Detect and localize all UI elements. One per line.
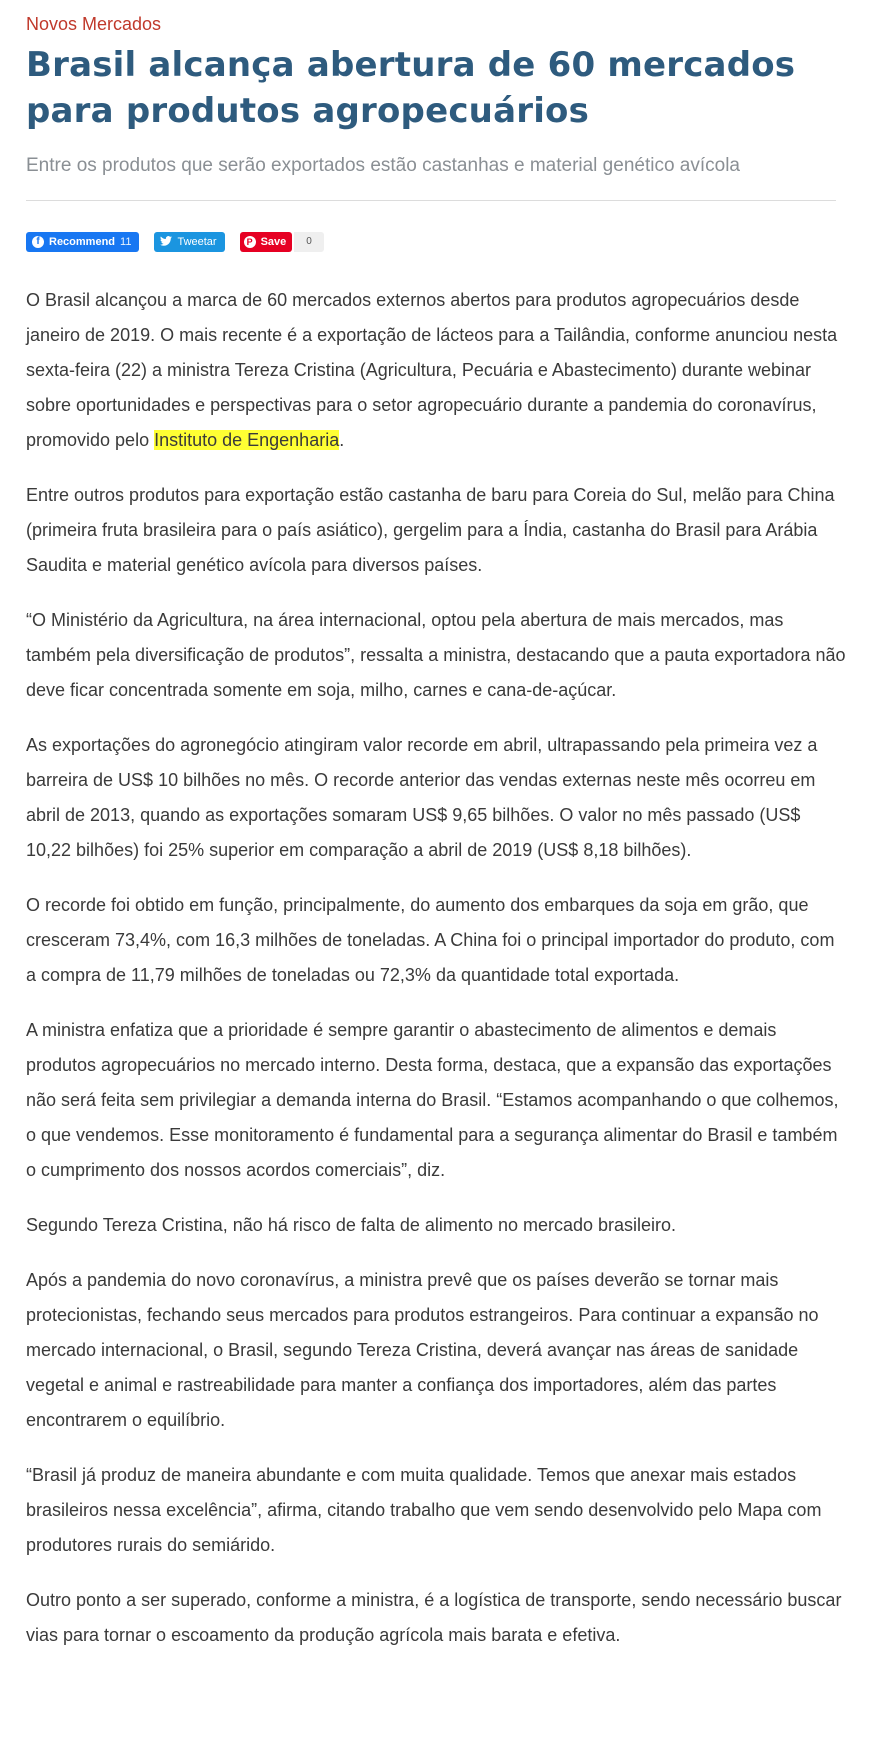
paragraph-2: Entre outros produtos para exportação estão castanha de baru para Coreia do Sul, melão para China (primeira fruta brasileira para o país asiático), gergelim para a Índia, castanha do Brasil para Arábia Saudita e material genético avícola para diversos países. bbox=[26, 485, 835, 575]
paragraph-1 bbox=[26, 283, 848, 458]
paragraph-10: Outro ponto a ser superado, conforme a ministra, é a logística de transporte, sendo necessário buscar vias para tornar o escoamento da produção agrícola mais barata e efetiva. bbox=[26, 1590, 842, 1645]
tweet-label: Tweetar bbox=[177, 236, 217, 248]
divider bbox=[26, 200, 836, 201]
paragraph-3: “O Ministério da Agricultura, na área internacional, optou pela abertura de mais mercados, mas também pela diversificação de produtos”, ressalta a ministra, destacando que a pauta exportadora não deve ficar concentrada somente em soja, milho, carnes e cana-de-açúcar. bbox=[26, 610, 846, 700]
facebook-recommend-count: 11 bbox=[120, 236, 132, 248]
tweet-button[interactable] bbox=[154, 232, 224, 252]
pinterest-save-button[interactable] bbox=[240, 232, 293, 252]
article-body bbox=[26, 283, 848, 1653]
facebook-recommend-button[interactable] bbox=[26, 232, 139, 252]
paragraph-1-text: O Brasil alcançou a marca de 60 mercados externos abertos para produtos agropecuários desde janeiro de 2019. O mais recente é a exportação de lácteos para a Tailândia, conforme anunciou nesta sexta-feira (22) a ministra Tereza Cristina (Agricultura, Pecuária e Abastecimento) durante webinar sobre oportunidades e perspectivas para o setor agropecuário durante a pandemia do coronavírus, promovido pelo bbox=[26, 290, 838, 450]
paragraph-8: Após a pandemia do novo coronavírus, a ministra prevê que os países deverão se tornar mais protecionistas, fechando seus mercados para produtos estrangeiros. Para continuar a expansão no mercado internacional, o Brasil, segundo Tereza Cristina, deverá avançar nas áreas de sanidade vegetal e animal e rastreabilidade para manter a confiança dos importadores, além das partes encontrarem o equilíbrio. bbox=[26, 1270, 819, 1430]
paragraph-4: As exportações do agronegócio atingiram valor recorde em abril, ultrapassando pela primeira vez a barreira de US$ 10 bilhões no mês. O recorde anterior das vendas externas neste mês ocorreu em abril de 2013, quando as exportações somaram US$ 9,65 bilhões. O valor no mês passado (US$ 10,22 bilhões) foi 25% superior em comparação a abril de 2019 (US$ 8,18 bilhões). bbox=[26, 735, 818, 860]
pinterest-save-count: 0 bbox=[294, 232, 324, 252]
paragraph-7: Segundo Tereza Cristina, não há risco de falta de alimento no mercado brasileiro. bbox=[26, 1215, 677, 1235]
instituto-engenharia-link[interactable]: Instituto de Engenharia bbox=[154, 430, 340, 450]
article-title: Brasil alcança abertura de 60 mercados para produtos agropecuários bbox=[26, 45, 796, 131]
twitter-icon bbox=[160, 236, 172, 249]
paragraph-1-end: . bbox=[339, 430, 345, 450]
share-bar bbox=[26, 231, 848, 253]
facebook-recommend-label: Recommend bbox=[49, 236, 116, 248]
paragraph-6: A ministra enfatiza que a prioridade é sempre garantir o abastecimento de alimentos e demais produtos agropecuários no mercado interno. Desta forma, destaca, que a expansão das exportações não será feita sem privilegiar a demanda interna do Brasil. “Estamos acompanhando o que colhemos, o que vendemos. Esse monitoramento é fundamental para a segurança alimentar do Brasil e também o cumprimento dos nossos acordos comerciais”, diz. bbox=[26, 1020, 839, 1180]
category-kicker[interactable]: Novos Mercados bbox=[26, 14, 162, 34]
facebook-icon: f bbox=[32, 236, 44, 248]
pinterest-icon: P bbox=[244, 236, 256, 248]
article-subtitle: Entre os produtos que serão exportados estão castanhas e material genético avícola bbox=[26, 155, 740, 176]
paragraph-5: O recorde foi obtido em função, principalmente, do aumento dos embarques da soja em grão, que cresceram 73,4%, com 16,3 milhões de toneladas. A China foi o principal importador do produto, com a compra de 11,79 milhões de toneladas ou 72,3% da quantidade total exportada. bbox=[26, 895, 835, 985]
pinterest-save-label: Save bbox=[260, 236, 287, 248]
paragraph-9: “Brasil já produz de maneira abundante e com muita qualidade. Temos que anexar mais estados brasileiros nessa excelência”, afirma, citando trabalho que vem sendo desenvolvido pelo Mapa com produtores rurais do semiárido. bbox=[26, 1465, 822, 1555]
